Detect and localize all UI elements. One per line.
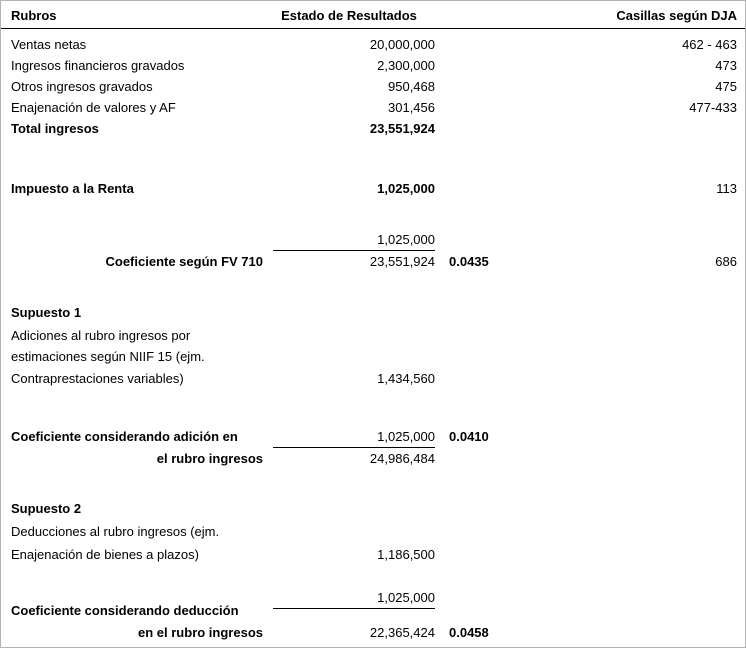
row-label: Ingresos financieros gravados	[11, 58, 185, 73]
row-label: Ventas netas	[11, 37, 87, 52]
row-amount: 2,300,000	[377, 58, 435, 73]
row-amount: 1,434,560	[377, 371, 435, 386]
row-coefficient: 0.0458	[449, 625, 489, 640]
row-casilla: 686	[715, 254, 737, 269]
row-casilla: 462 - 463	[682, 37, 737, 52]
row-label: Deducciones al rubro ingresos (ejm.	[11, 524, 220, 539]
row-coefficient: 0.0435	[449, 254, 489, 269]
row-amount: 1,186,500	[377, 547, 435, 562]
row-amount: 20,000,000	[369, 37, 435, 52]
row-label: Otros ingresos gravados	[11, 79, 153, 94]
table-row	[1, 326, 745, 346]
table-row-supuesto-1	[1, 303, 745, 323]
table-row	[1, 522, 745, 542]
table-row-total-ingresos	[1, 119, 745, 139]
row-label: Enajenación de valores y AF	[11, 100, 176, 115]
row-label: Supuesto 1	[11, 305, 82, 320]
row-label: Adiciones al rubro ingresos por	[11, 328, 191, 343]
table-row-supuesto-2	[1, 499, 745, 519]
row-casilla: 475	[715, 79, 737, 94]
table-row	[1, 347, 745, 367]
column-header-estado-resultados: Estado de Resultados	[281, 8, 417, 23]
row-casilla: 113	[716, 181, 737, 196]
table-row	[1, 35, 745, 55]
row-amount: 1,025,000	[377, 429, 435, 444]
row-amount: 23,551,924	[369, 254, 435, 269]
fraction-bar	[273, 447, 435, 448]
row-label: Contraprestaciones variables)	[11, 371, 184, 386]
row-amount: 1,025,000	[377, 590, 435, 605]
table-row-numerator	[1, 230, 745, 250]
table-row	[1, 77, 745, 97]
row-label: Coeficiente considerando adición en	[11, 429, 238, 444]
table-row	[1, 545, 745, 565]
column-header-rubros: Rubros	[11, 8, 57, 23]
table-row-coeficiente-deduccion	[1, 601, 745, 621]
table-row-coeficiente-adicion	[1, 427, 745, 447]
row-amount: 22,365,424	[369, 625, 435, 640]
row-amount: 950,468	[388, 79, 435, 94]
table-row	[1, 56, 745, 76]
table-row-impuesto-renta	[1, 179, 745, 199]
row-label: Total ingresos	[11, 121, 99, 136]
row-amount: 1,025,000	[377, 181, 435, 196]
row-coefficient: 0.0410	[449, 429, 489, 444]
table-row-coeficiente-fv710	[1, 252, 745, 272]
row-amount: 24,986,484	[369, 451, 435, 466]
row-casilla: 477-433	[689, 100, 737, 115]
row-label: en el rubro ingresos	[138, 625, 263, 640]
header-divider	[1, 28, 745, 29]
row-label: Supuesto 2	[11, 501, 82, 516]
row-label: Enajenación de bienes a plazos)	[11, 547, 199, 562]
row-label: Coeficiente considerando deducción	[11, 603, 239, 618]
row-casilla: 473	[715, 58, 737, 73]
row-label: el rubro ingresos	[156, 451, 263, 466]
row-label: Coeficiente según FV 710	[105, 254, 263, 269]
row-amount: 23,551,924	[369, 121, 435, 136]
row-label: estimaciones según NIIF 15 (ejm.	[11, 349, 205, 364]
table-row	[1, 623, 745, 643]
row-amount: 1,025,000	[377, 232, 435, 247]
column-header-casillas-dja: Casillas según DJA	[616, 8, 737, 23]
fraction-bar	[273, 250, 435, 251]
row-label: Impuesto a la Renta	[11, 181, 134, 196]
table-row	[1, 98, 745, 118]
row-amount: 301,456	[388, 100, 435, 115]
table-row	[1, 369, 745, 389]
table-row	[1, 449, 745, 469]
table-header-row	[1, 5, 745, 27]
